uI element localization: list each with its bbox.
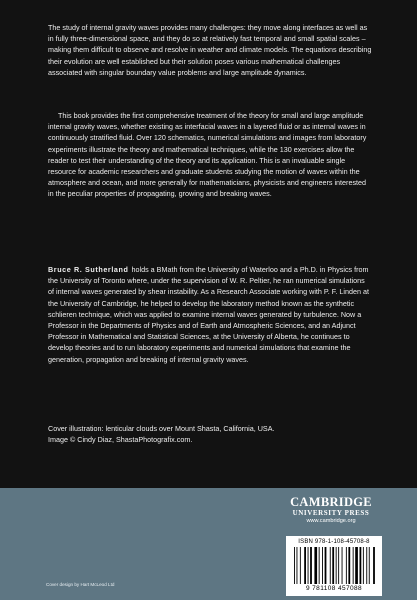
- publisher-name: CAMBRIDGE: [290, 495, 372, 509]
- barcode-bar: [308, 547, 309, 584]
- barcode-icon: [292, 547, 376, 584]
- barcode-bar: [300, 547, 301, 584]
- barcode-bar: [310, 547, 312, 584]
- barcode-bar: [330, 547, 331, 584]
- footer-band: [0, 488, 417, 600]
- barcode-bar: [314, 547, 317, 584]
- barcode-bar: [353, 547, 354, 584]
- cover-credit-line-1: Cover illustration: lenticular clouds over Mount Shasta, California, USA.: [48, 424, 275, 433]
- cover-designer-credit: Cover design by Hart McLeod Ltd: [46, 582, 115, 587]
- barcode-bar: [366, 547, 367, 584]
- barcode-bar: [373, 547, 375, 584]
- publisher-url: www.cambridge.org: [306, 518, 356, 524]
- author-name: Bruce R. Sutherland: [48, 265, 129, 274]
- publisher-subtitle: UNIVERSITY PRESS: [292, 509, 370, 517]
- barcode-bar: [338, 547, 339, 584]
- barcode-bar: [360, 547, 362, 584]
- barcode-bar: [322, 547, 323, 584]
- barcode-bar: [369, 547, 370, 584]
- barcode-bar: [336, 547, 337, 584]
- barcode-bar: [346, 547, 347, 584]
- publisher-logo: [281, 496, 381, 525]
- barcode-bar: [342, 547, 343, 584]
- barcode-bar: [304, 547, 306, 584]
- barcode-bar: [348, 547, 350, 584]
- barcode-bar: [355, 547, 358, 584]
- barcode-bar: [332, 547, 334, 584]
- author-bio-text: holds a BMath from the University of Waterloo and a Ph.D. in Physics from the University of Toronto where, under the supervision of W. R. Peltier, he ran numerical simulations of internal waves generated by shear instability. As a Research Associate working with P. F. Linden at the University of Cambridge, he helped to develop the laboratory method known as the synthetic schlieren technique, which was applied to examine internal waves generated by turbulence. Now a Professor in the Departments of Physics and of Earth and Atmospheric Sciences, and an Adjunct Professor in Mathematical and Statistical Sciences, at the University of Alberta, he continues to develop theories and to run laboratory experiments and numerical simulations that examine the generation, propagation and breaking of internal gravity waves.: [48, 265, 369, 364]
- barcode-bar: [294, 547, 295, 584]
- barcode-bar: [325, 547, 327, 584]
- cover-credit: [48, 423, 372, 445]
- description-paragraph-1: The study of internal gravity waves provides many challenges: they move along interfaces as well as in fully three-dimensional space, and they do so at relatively fast temporal and small spatial scales – making them difficult to observe and resolve in weather and climate models. The equations describing their evolution are well established but their solution poses various mathematical challenges associated with singular boundary value problems and large amplitude dynamics.: [48, 23, 372, 77]
- author-biography: [48, 264, 372, 365]
- description-paragraph-2: This book provides the first comprehensive treatment of the theory for small and large amplitude internal gravity waves, whether existing as interfacial waves in a layered fluid or as internal waves in continuously stratified fluid. Over 120 schematics, numerical simulations and images from laboratory experiments illustrate the theory and mathematical techniques, while the 130 exercises allow the reader to test their understanding of the theory and its application. This is an invaluable single resource for academic researchers and graduate students studying the motion of waves within the atmosphere and ocean, and more generally for mathematicians, physicists and engineers interested in the peculiar properties of propagating, growing and breaking waves.: [48, 111, 367, 199]
- barcode-panel: [286, 536, 382, 596]
- isbn-label: ISBN 978-1-108-45708-8: [298, 539, 370, 545]
- barcode-bar: [297, 547, 298, 584]
- barcode-bar: [319, 547, 320, 584]
- barcode-digits: 9 781108 457088: [305, 585, 363, 592]
- barcode-bar: [363, 547, 364, 584]
- cover-credit-line-2: Image © Cindy Diaz, ShastaPhotografix.com.: [48, 435, 193, 445]
